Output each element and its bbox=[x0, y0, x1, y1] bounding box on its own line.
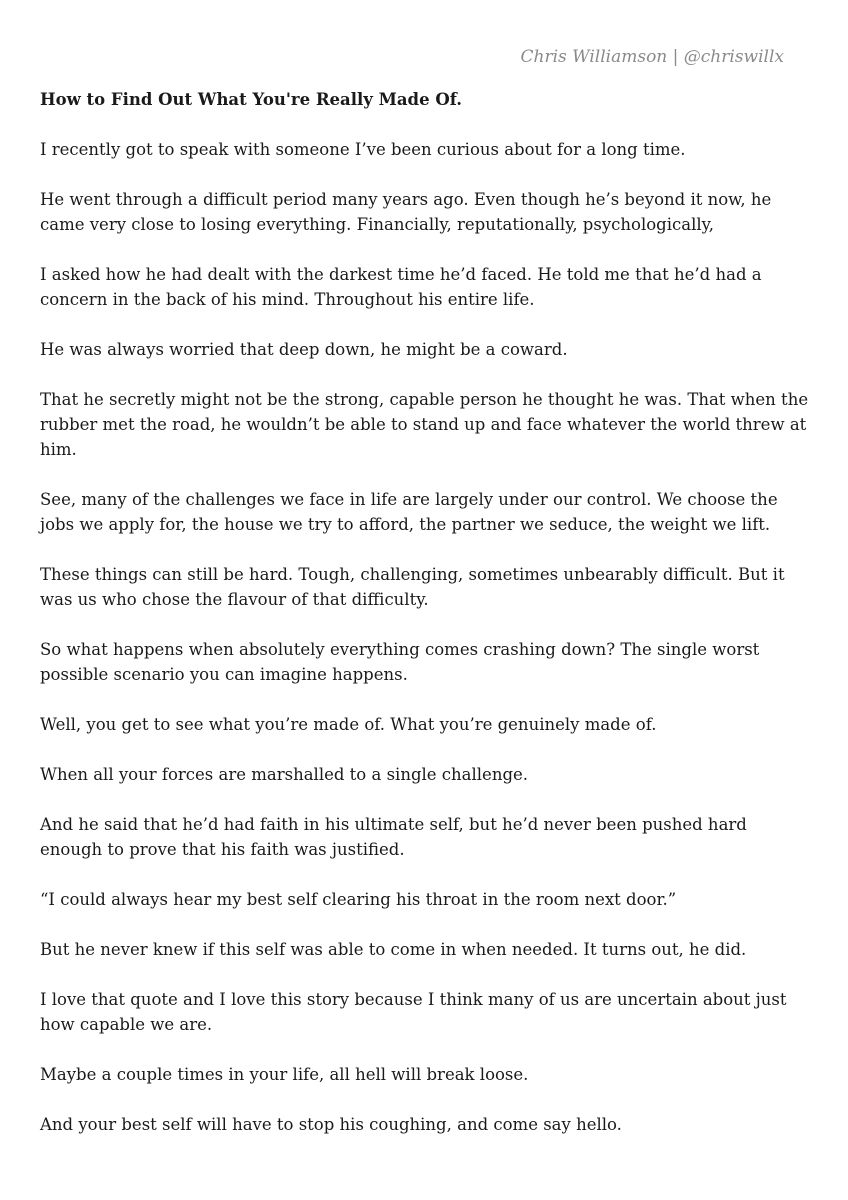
article-title: How to Find Out What You're Really Made Of. bbox=[40, 90, 462, 109]
article bbox=[40, 87, 810, 1162]
paragraph: And he said that he’d had faith in his ultimate self, but he’d never been pushed hard enough to prove that his faith was justified. bbox=[40, 815, 747, 859]
paragraph: Maybe a couple times in your life, all hell will break loose. bbox=[40, 1065, 529, 1084]
paragraph: He went through a difficult period many years ago. Even though he’s beyond it now, he came very close to losing everything. Financially, reputationally, psychologically, bbox=[40, 190, 772, 234]
paragraph: These things can still be hard. Tough, challenging, sometimes unbearably difficult. But it was us who chose the flavour of that difficulty. bbox=[40, 565, 785, 609]
paragraph: I love that quote and I love this story because I think many of us are uncertain about just how capable we are. bbox=[40, 990, 787, 1034]
paragraph: So what happens when absolutely everything comes crashing down? The single worst possible scenario you can imagine happens. bbox=[40, 640, 760, 684]
paragraph: But he never knew if this self was able to come in when needed. It turns out, he did. bbox=[40, 940, 747, 959]
paragraph: And your best self will have to stop his coughing, and come say hello. bbox=[40, 1115, 622, 1134]
paragraph-quote: “I could always hear my best self clearing his throat in the room next door.” bbox=[40, 890, 677, 909]
paragraph: Well, you get to see what you’re made of. What you’re genuinely made of. bbox=[40, 715, 657, 734]
paragraph: That he secretly might not be the strong, capable person he thought he was. That when the rubber met the road, he wouldn’t be able to stand up and face whatever the world threw at him. bbox=[40, 390, 809, 459]
paragraph: When all your forces are marshalled to a single challenge. bbox=[40, 765, 529, 784]
paragraph: He was always worried that deep down, he might be a coward. bbox=[40, 340, 568, 359]
paragraph: I asked how he had dealt with the darkest time he’d faced. He told me that he’d had a concern in the back of his mind. Throughout his entire life. bbox=[40, 265, 762, 309]
author-byline: Chris Williamson | @chriswillx bbox=[520, 47, 784, 67]
paragraph: I recently got to speak with someone I’ve been curious about for a long time. bbox=[40, 140, 686, 159]
paragraph: See, many of the challenges we face in life are largely under our control. We choose the jobs we apply for, the house we try to afford, the partner we seduce, the weight we lift. bbox=[40, 490, 778, 534]
